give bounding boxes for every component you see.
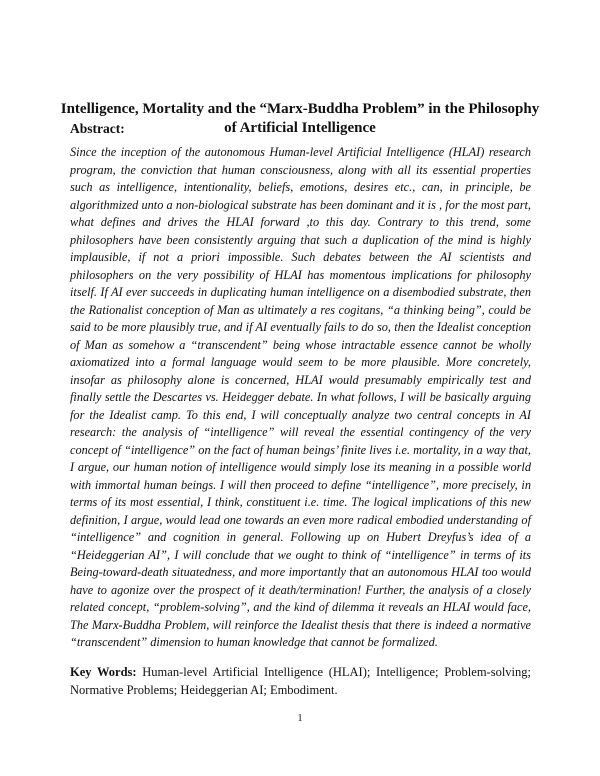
keywords-text: Human-level Artificial Intelligence (HLAI); Intelligence; Problem-solving; Normative Problems; Heideggerian AI; Embodiment. [70,665,531,697]
abstract-text: Since the inception of the autonomous Human-level Artificial Intelligence (HLAI) research program, the conviction that human consciousness, along with all its essential properties such as intelligence, intentionality, beliefs, emotions, desires etc., can, in principle, be algorithmized unto a non-biological substrate has been dominant and it is , for the most part, what defines and drives the HLAI forward ,to this day. Contrary to this trend, some philosophers have been consistently arguing that such a duplication of the mind is highly implausible, if not a priori impossible. Such debates between the AI scientists and philosophers on the very possibility of HLAI has momentous implications for philosophy itself. If AI ever succeeds in duplicating human intelligence on a disembodied substrate, then the Rationalist conception of Man as ultimately a res cogitans, “a thinking being”, could be said to be more plausibly true, and if AI eventually fails to do so, then the Idealist conception of Man as somehow a “transcendent” being whose intractable essence cannot be wholly axiomatized into a formal language would seem to be more plausible. More concretely, insofar as philosophy alone is concerned, HLAI would presumably empirically test and finally settle the Descartes vs. Heidegger debate. In what follows, I will be basically arguing for the Idealist camp. To this end, I will conceptually analyze two central concepts in AI research: the analysis of “intelligence” will reveal the essential contingency of the very concept of “intelligence” on the fact of human beings’ finite lives i.e. mortality, in a way that, I argue, our human notion of intelligence would simply lose its meaning in a possible world with immortal human beings. I will then proceed to define “intelligence”, more precisely, in terms of its most essential, I think, constituent i.e. time. The logical implications of this new definition, I argue, would lead one towards an even more radical embodied understanding of “intelligence” and cognition in general. Following up on Hubert Dreyfus’s idea of a “Heideggerian AI”, I will conclude that we ought to think of “intelligence” in terms of its Being-toward-death situatedness, and more importantly that an autonomous HLAI too would have to agonize over the prospect of it death/termination! Further, the analysis of a closely related concept, “problem-solving”, and the kind of dilemma it reveals an HLAI would face, The Marx-Buddha Problem, will reinforce the Idealist thesis that there is indeed a normative “transcendent” dimension to human knowledge that cannot be formalized. [70,145,531,649]
keywords-label: Key Words: [70,665,137,679]
paper-title: Intelligence, Mortality and the “Marx-Buddha Problem” in the Philosophy of Artificial Intelligence [60,101,540,136]
abstract-heading: Abstract: [70,121,125,136]
keywords-paragraph [70,663,531,699]
page-number: 1 [297,713,303,724]
